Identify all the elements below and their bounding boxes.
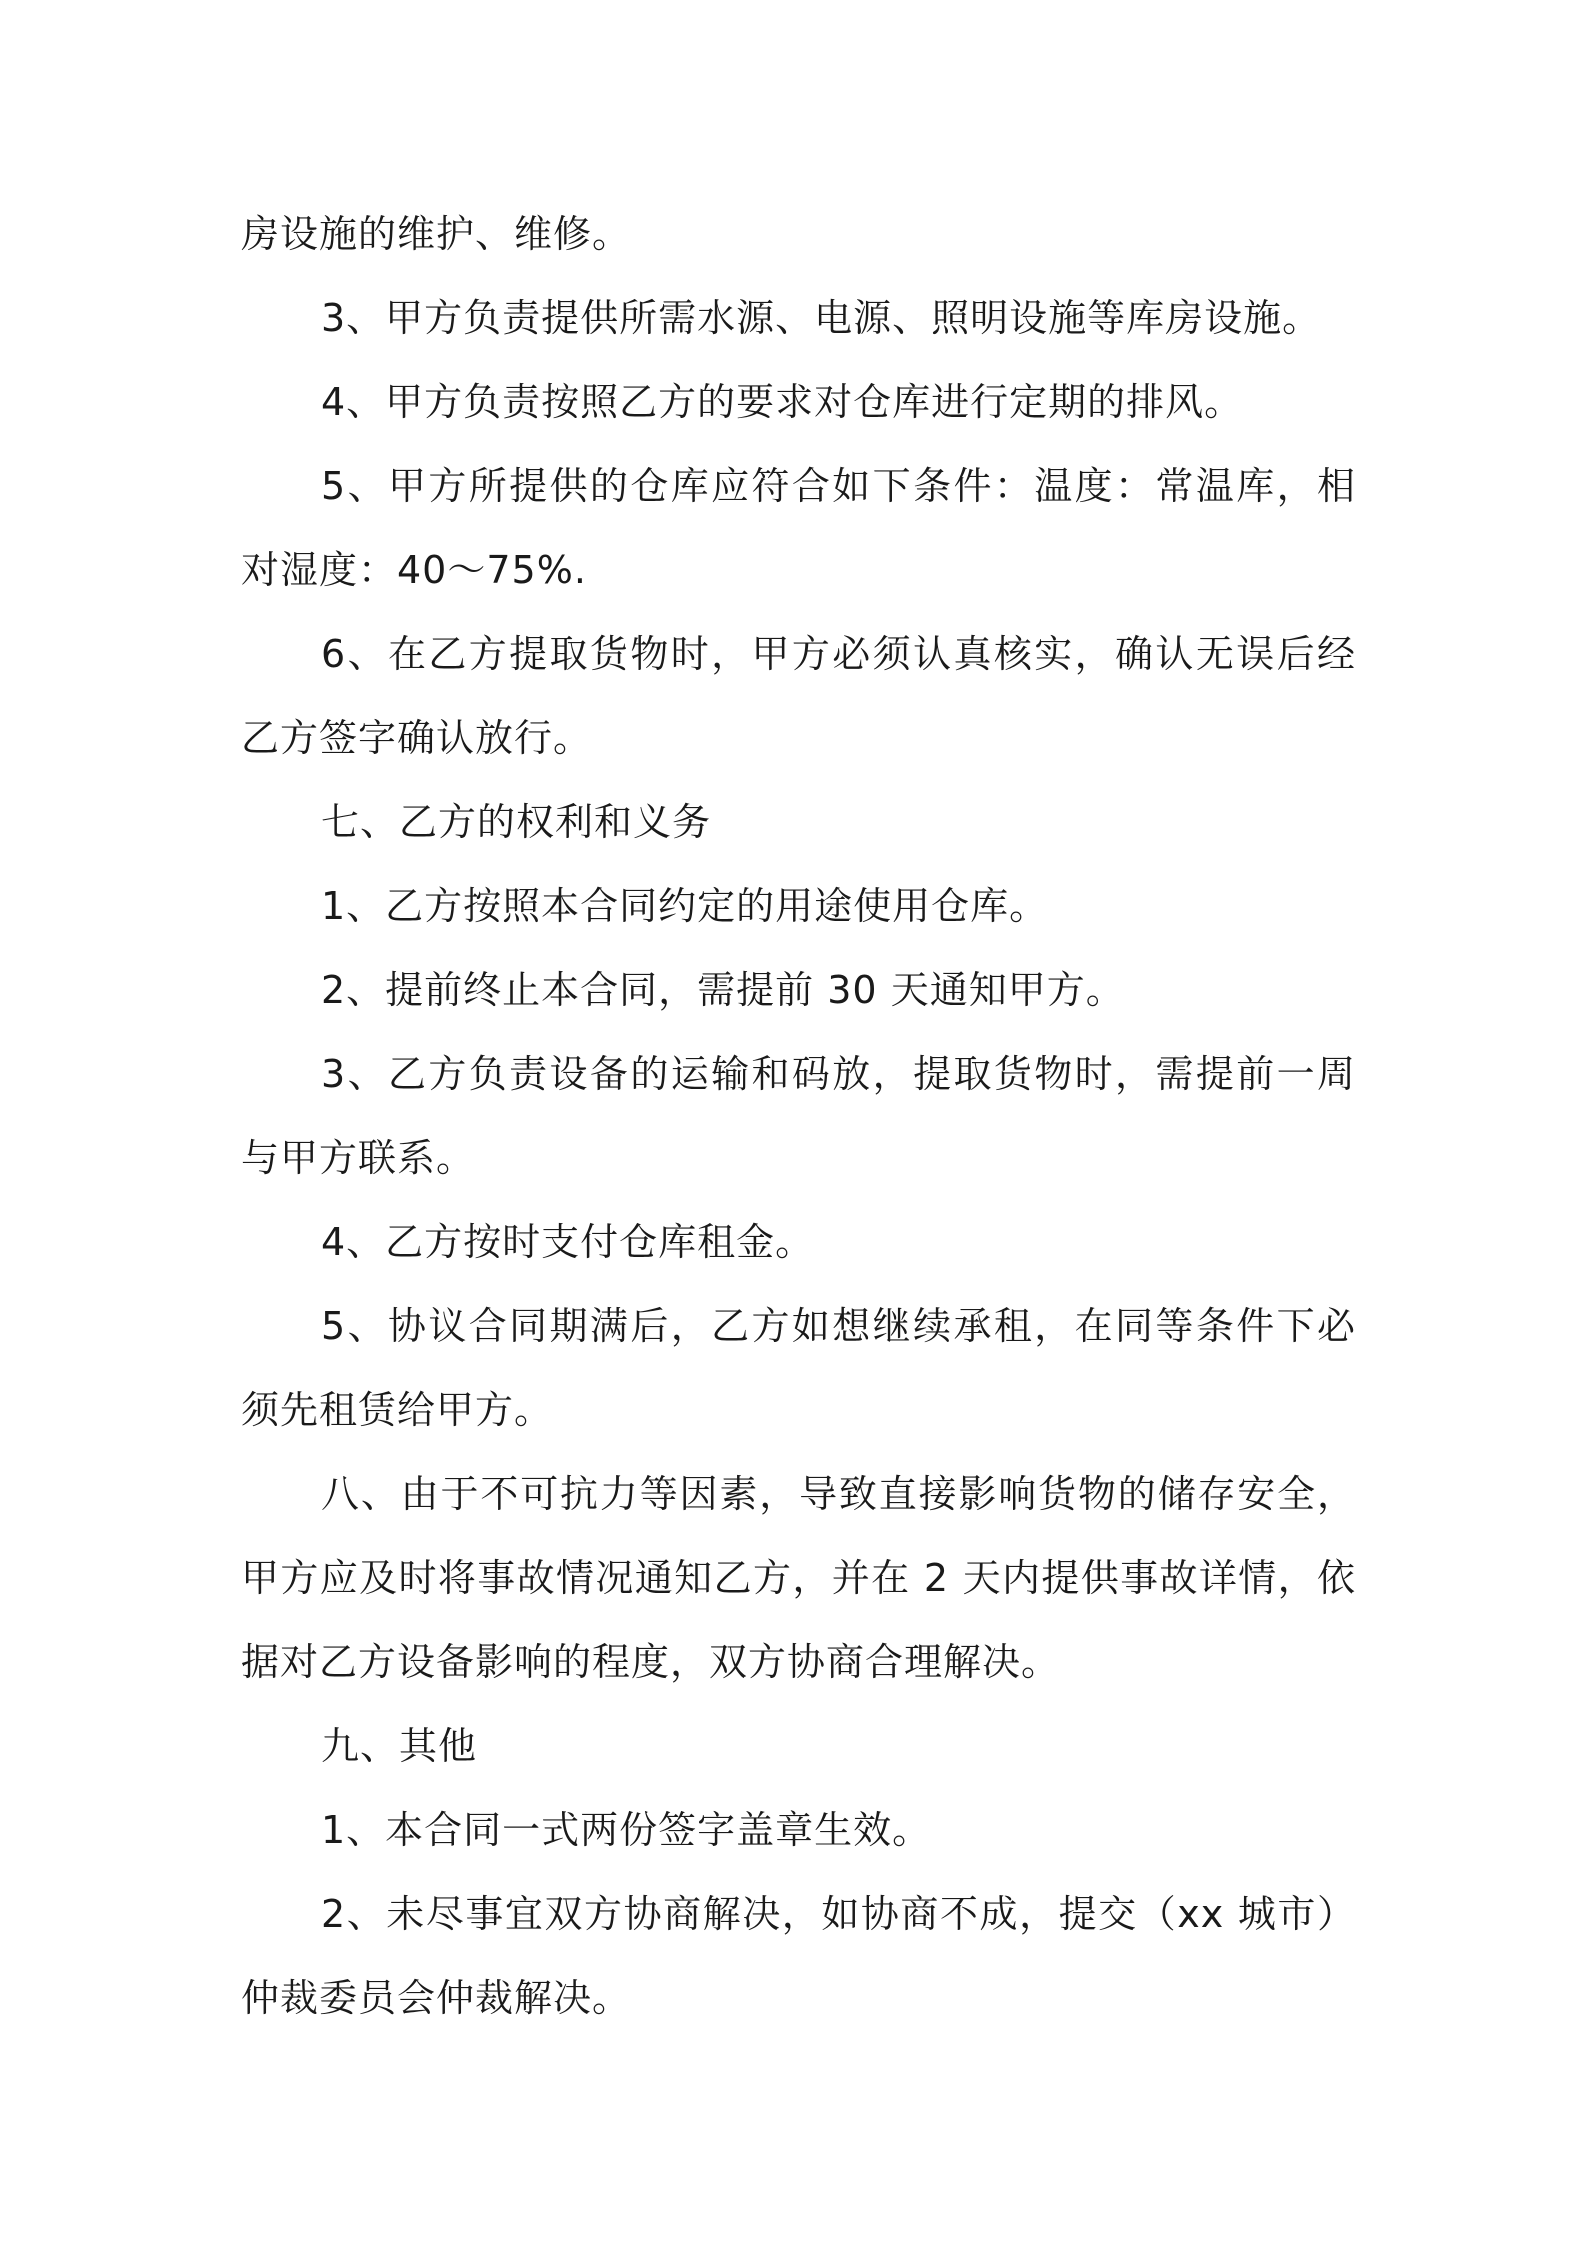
section-9-heading: 九、其他 xyxy=(321,1724,478,1768)
clause-4-ventilation: 4、甲方负责按照乙方的要求对仓库进行定期的排风。 xyxy=(321,380,1244,424)
section-8-force-majeure: 八、由于不可抗力等因素，导致直接影响货物的储存安全，甲方应及时将事故情况通知乙方，并在 2 天内提供事故详情，依据对乙方设备影响的程度，双方协商合理解决。 xyxy=(241,1472,1356,1684)
clause-6-verification: 6、在乙方提取货物时，甲方必须认真核实，确认无误后经乙方签字确认放行。 xyxy=(241,632,1356,760)
paragraph-continuation: 房设施的维护、维修。 xyxy=(241,212,632,256)
clause-3-water-power: 3、甲方负责提供所需水源、电源、照明设施等库房设施。 xyxy=(321,296,1322,340)
clause-7-1-usage: 1、乙方按照本合同约定的用途使用仓库。 xyxy=(321,884,1049,928)
document-body xyxy=(241,192,1356,2040)
clause-7-4-rent: 4、乙方按时支付仓库租金。 xyxy=(321,1220,815,1264)
clause-9-1-copies: 1、本合同一式两份签字盖章生效。 xyxy=(321,1808,932,1852)
clause-7-5-renewal: 5、协议合同期满后，乙方如想继续承租，在同等条件下必须先租赁给甲方。 xyxy=(241,1304,1356,1432)
clause-7-2-termination: 2、提前终止本合同，需提前 30 天通知甲方。 xyxy=(321,968,1125,1012)
clause-7-3-transport: 3、乙方负责设备的运输和码放，提取货物时，需提前一周与甲方联系。 xyxy=(241,1052,1356,1180)
clause-9-2-arbitration: 2、未尽事宜双方协商解决，如协商不成，提交（xx 城市）仲裁委员会仲裁解决。 xyxy=(241,1892,1356,2020)
section-7-heading: 七、乙方的权利和义务 xyxy=(321,800,712,844)
clause-5-conditions: 5、甲方所提供的仓库应符合如下条件：温度：常温库，相对湿度：40～75%. xyxy=(241,464,1356,592)
